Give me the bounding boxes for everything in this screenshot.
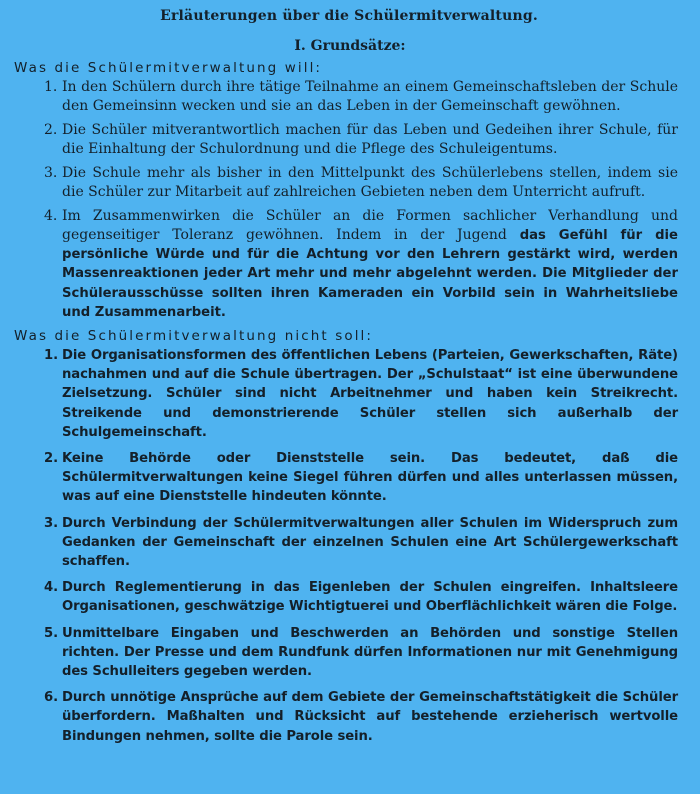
list-item [14,514,678,572]
list-item-number: 6. [44,690,58,706]
section-list-will [14,78,678,322]
list-item-text: Durch unnötige Ansprüche auf dem Gebiete der Gemeinschaftstätigkeit die Schüler überfordern. Maßhalten und Rücksicht auf bestehende erzieherisch wertvolle Bindungen nehmen, sollte die Parole sein. [62,690,678,744]
list-item-continuation: das Gefühl für die persönliche Würde und für die Achtung vor den Lehrern gestärkt wird, werden Massenreaktionen jeder Art mehr und mehr abgelehnt werden. Die Mitglieder der Schülerausschüsse sollten ihren Kameraden ein Vorbild sein in Wahrheitsliebe und Zusammenarbeit. [62,228,678,320]
list-item [14,578,678,616]
list-item-text: Die Organisationsformen des öffentlichen Lebens (Parteien, Gewerkschaften, Räte) nachahmen und auf die Schule übertragen. Der „Schulstaat“ ist eine überwundene Zielsetzung. Schüler sind nicht Arbeitnehmer und haben kein Streikrecht. Streikende und demonstrierende Schüler stellen sich außerhalb der Schulgemeinschaft. [62,348,678,440]
list-item [14,688,678,746]
list-item [14,346,678,442]
section-heading-will: Was die Schülermitverwaltung will: [14,60,323,76]
list-item-number: 2. [44,122,58,138]
list-item-text: Die Schule mehr als bisher in den Mittelpunkt des Schülerlebens stellen, indem sie die Schüler zur Mitarbeit auf zahlreichen Gebieten neben dem Unterricht aufruft. [62,165,678,200]
section-list-nicht-soll [14,346,678,746]
list-item [14,121,678,159]
list-item-number: 1. [44,348,58,364]
list-item-number: 2. [44,451,58,467]
document-title: Erläuterungen über die Schülermitverwaltung. [160,8,538,24]
document-subtitle: I. Grundsätze: [294,38,406,54]
list-item [14,78,678,116]
list-item [14,449,678,507]
list-item-number: 1. [44,79,58,95]
list-item [14,164,678,202]
list-item-number: 4. [44,580,58,596]
list-item-number: 4. [44,208,58,224]
list-item-text: Unmittelbare Eingaben und Beschwerden an Behörden und sonstige Stellen richten. Der Presse und dem Rundfunk dürfen Informationen nur mit Genehmigung des Schulleiters gegeben werden. [62,625,678,680]
list-item-number: 3. [44,165,58,181]
list-item [14,207,678,322]
list-item-number: 3. [44,515,58,531]
list-item-text: Keine Behörde oder Dienststelle sein. Das bedeutet, daß die Schülermitverwaltungen keine Siegel führen dürfen und alles unterlassen müssen, was auf eine Dienststelle hindeuten könnte. [62,451,678,505]
list-item-text: Durch Verbindung der Schülermitverwaltungen aller Schulen im Widerspruch zum Gedanken der Gemeinschaft der einzelnen Schulen eine Art Schülergewerkschaft schaffen. [62,515,678,570]
list-item [14,624,678,682]
list-item-text: Durch Reglementierung in das Eigenleben der Schulen eingreifen. Inhaltsleere Organisationen, geschwätzige Wichtigtuerei und Oberflächlichkeit wären die Folge. [62,580,678,615]
list-item-text: Die Schüler mitverantwortlich machen für das Leben und Gedeihen ihrer Schule, für die Einhaltung der Schulordnung und die Pflege des Schuleigentums. [62,122,678,157]
list-item-number: 5. [44,625,58,641]
list-item-text: In den Schülern durch ihre tätige Teilnahme an einem Gemeinschaftsleben der Schule den Gemeinsinn wecken und sie an das Leben in der Gemeinschaft gewöhnen. [62,79,678,114]
section-heading-nicht-soll: Was die Schülermitverwaltung nicht soll: [14,328,374,345]
list-item-text: Im Zusammenwirken die Schüler an die Formen sachlicher Verhandlung und gegenseitiger Toleranz gewöhnen. Indem in der Jugend [62,208,678,243]
